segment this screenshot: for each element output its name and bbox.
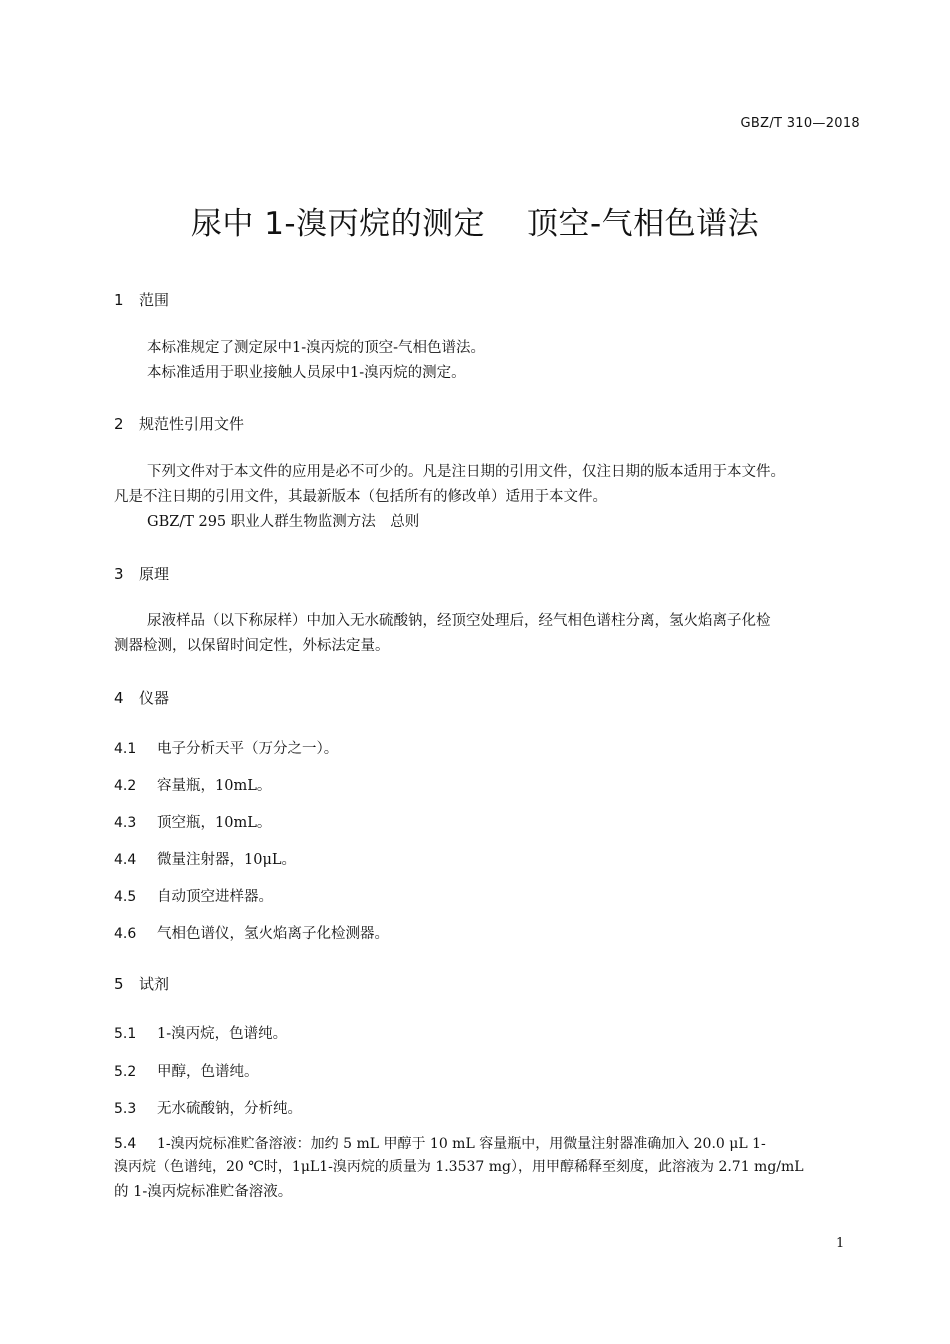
section-heading-normative-references [114, 413, 244, 434]
item-continuation: 溴丙烷（色谱纯，20 ℃时，1μL1-溴丙烷的质量为 1.3537 mg），用甲醇稀释至刻度，此溶液为 2.71 mg/mL [114, 1159, 804, 1175]
item-text: 无水硫酸钠，分析纯。 [157, 1101, 302, 1117]
item-number: 4.4 [114, 852, 137, 868]
section-heading-principle [114, 563, 169, 584]
item-number: 5.3 [114, 1101, 137, 1117]
list-item [114, 774, 271, 795]
item-text: 1-溴丙烷，色谱纯。 [157, 1026, 288, 1042]
paragraph: 测器检测，以保留时间定性，外标法定量。 [114, 638, 390, 654]
paragraph: 本标准适用于职业接触人员尿中1-溴丙烷的测定。 [147, 365, 466, 381]
list-item [114, 811, 271, 832]
item-number: 4.5 [114, 889, 137, 905]
section-title: 范围 [139, 291, 170, 309]
item-text: 电子分析天平（万分之一）。 [157, 741, 339, 757]
list-item [114, 1133, 766, 1153]
section-heading-reagents [114, 973, 169, 994]
item-number: 5.4 [114, 1136, 137, 1152]
item-text: 容量瓶，10mL。 [157, 778, 272, 794]
paragraph: 本标准规定了测定尿中1-溴丙烷的顶空-气相色谱法。 [147, 340, 486, 356]
list-item [114, 1097, 302, 1118]
list-item [114, 885, 273, 906]
section-title: 仪器 [139, 689, 170, 707]
list-item [114, 848, 296, 869]
section-title: 试剂 [139, 975, 170, 993]
item-number: 5.1 [114, 1026, 137, 1042]
item-text: 1-溴丙烷标准贮备溶液：加约 5 mL 甲醇于 10 mL 容量瓶中，用微量注射器准确加入 20.0 μL 1- [157, 1136, 766, 1152]
list-item [114, 1060, 259, 1081]
list-item [114, 737, 338, 758]
section-number: 5 [114, 975, 124, 993]
list-item [114, 1022, 287, 1043]
item-text: 顶空瓶，10mL。 [157, 815, 272, 831]
section-heading-apparatus [114, 687, 169, 708]
item-text: 自动顶空进样器。 [157, 889, 273, 905]
paragraph: 凡是不注日期的引用文件，其最新版本（包括所有的修改单）适用于本文件。 [114, 489, 607, 505]
item-continuation: 的 1-溴丙烷标准贮备溶液。 [114, 1184, 293, 1200]
item-text: 气相色谱仪，氢火焰离子化检测器。 [157, 926, 389, 942]
section-number: 1 [114, 291, 124, 309]
item-text: 微量注射器，10μL。 [157, 852, 297, 868]
item-text: 甲醇，色谱纯。 [157, 1064, 259, 1080]
section-number: 3 [114, 565, 124, 583]
item-number: 4.3 [114, 815, 137, 831]
item-number: 4.2 [114, 778, 137, 794]
section-number: 4 [114, 689, 124, 707]
item-number: 4.6 [114, 926, 137, 942]
list-item [114, 922, 389, 943]
section-number: 2 [114, 415, 124, 433]
page-number: 1 [836, 1236, 845, 1251]
standard-code: GBZ/T 310—2018 [740, 116, 860, 131]
item-number: 4.1 [114, 741, 137, 757]
item-number: 5.2 [114, 1064, 137, 1080]
section-title: 规范性引用文件 [139, 415, 245, 433]
reference-item: GBZ/T 295 职业人群生物监测方法 总则 [147, 514, 420, 530]
paragraph: 尿液样品（以下称尿样）中加入无水硫酸钠，经顶空处理后，经气相色谱柱分离，氢火焰离子化检 [147, 613, 771, 629]
document-title: 尿中 1-溴丙烷的测定 顶空-气相色谱法 [190, 206, 760, 242]
section-heading-scope [114, 289, 169, 310]
paragraph: 下列文件对于本文件的应用是必不可少的。凡是注日期的引用文件，仅注日期的版本适用于本文件。 [147, 464, 785, 480]
section-title: 原理 [139, 565, 170, 583]
